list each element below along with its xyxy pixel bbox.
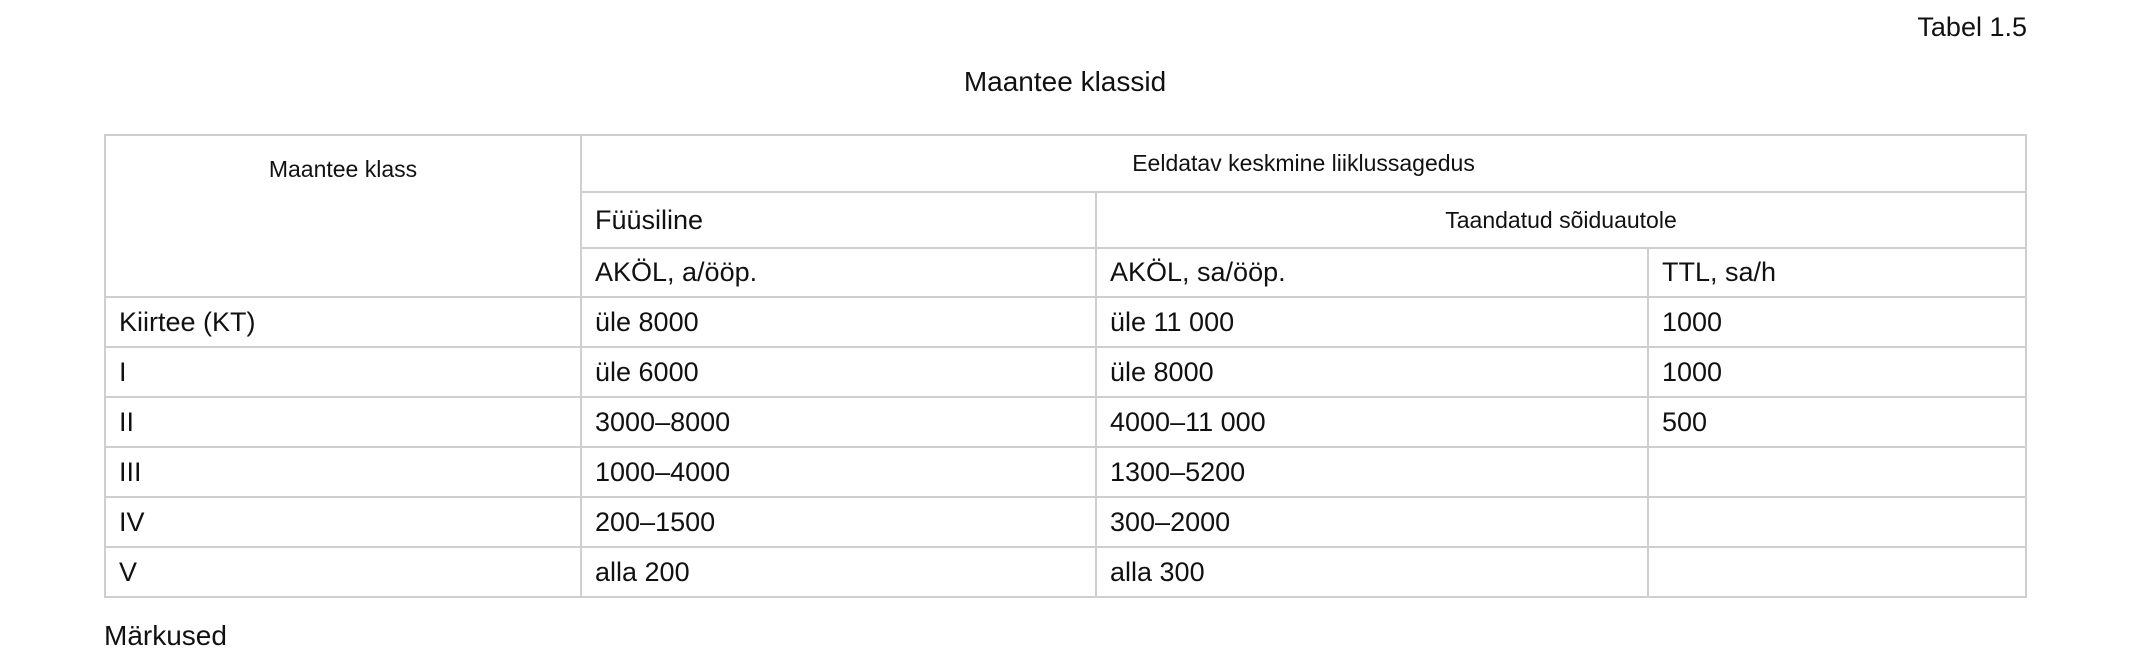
- cell-reduced: üle 8000: [1096, 347, 1648, 397]
- cell-ttl: [1648, 497, 2026, 547]
- cell-reduced: 300–2000: [1096, 497, 1648, 547]
- cell-road-class: III: [105, 447, 581, 497]
- cell-reduced: alla 300: [1096, 547, 1648, 597]
- cell-road-class: II: [105, 397, 581, 447]
- cell-road-class: IV: [105, 497, 581, 547]
- header-akol-physical: AKÖL, a/ööp.: [581, 248, 1096, 297]
- table-row: [105, 297, 2026, 347]
- table-row: [105, 497, 2026, 547]
- cell-reduced: üle 11 000: [1096, 297, 1648, 347]
- cell-ttl: 1000: [1648, 347, 2026, 397]
- road-class-table: [104, 134, 2027, 598]
- cell-ttl: 500: [1648, 397, 2026, 447]
- table-number-label: Tabel 1.5: [1917, 12, 2027, 42]
- cell-road-class: V: [105, 547, 581, 597]
- cell-reduced: 1300–5200: [1096, 447, 1648, 497]
- header-akol-reduced: AKÖL, sa/ööp.: [1096, 248, 1648, 297]
- cell-ttl: [1648, 547, 2026, 597]
- cell-physical: alla 200: [581, 547, 1096, 597]
- table-row: [105, 547, 2026, 597]
- header-ttl: TTL, sa/h: [1648, 248, 2026, 297]
- header-road-class: Maantee klass: [105, 135, 581, 297]
- cell-road-class: I: [105, 347, 581, 397]
- table-row: [105, 347, 2026, 397]
- table-row: [105, 447, 2026, 497]
- cell-physical: üle 8000: [581, 297, 1096, 347]
- notes-heading: Märkused: [104, 620, 227, 651]
- header-expected-traffic: Eeldatav keskmine liiklussagedus: [581, 135, 2026, 192]
- cell-physical: 200–1500: [581, 497, 1096, 547]
- cell-road-class: Kiirtee (KT): [105, 297, 581, 347]
- cell-physical: 3000–8000: [581, 397, 1096, 447]
- table-row: [105, 397, 2026, 447]
- table-title: Maantee klassid: [963, 66, 1167, 97]
- header-reduced-to-car: Taandatud sõiduautole: [1096, 192, 2026, 248]
- cell-reduced: 4000–11 000: [1096, 397, 1648, 447]
- cell-physical: üle 6000: [581, 347, 1096, 397]
- table-header-row: [105, 135, 2026, 192]
- cell-ttl: 1000: [1648, 297, 2026, 347]
- cell-ttl: [1648, 447, 2026, 497]
- header-physical: Füüsiline: [581, 192, 1096, 248]
- cell-physical: 1000–4000: [581, 447, 1096, 497]
